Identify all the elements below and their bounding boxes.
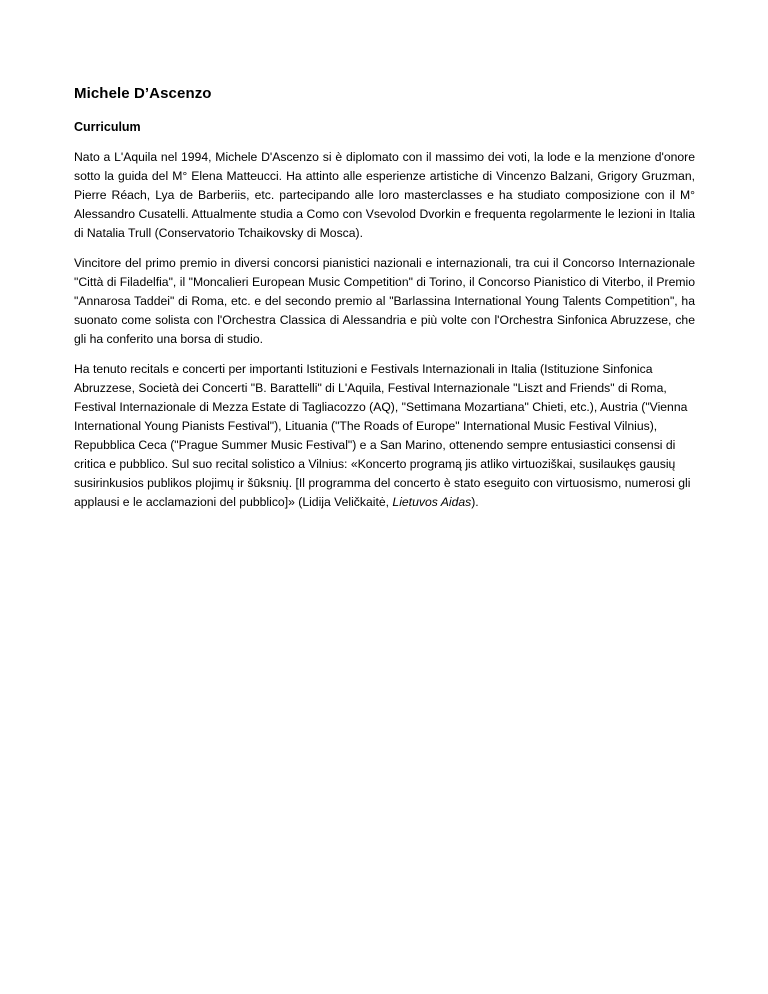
document-body	[74, 84, 695, 512]
newspaper-source: Lietuvos Aidas	[392, 495, 472, 509]
document-subtitle: Curriculum	[74, 120, 141, 134]
paragraph-concerts	[74, 360, 695, 512]
paragraph-concerts-closing: ).	[471, 495, 479, 509]
paragraph-awards: Vincitore del primo premio in diversi concorsi pianistici nazionali e internazionali, tra cui il Concorso Internazionale "Città di Filadelfia", il "Moncalieri European Music Competition" di Torino, il Concorso Pianistico di Viterbo, il Premio "Annarosa Taddei" di Roma, etc. e del secondo premio al "Barlassina International Young Talents Competition", ha suonato come solista con l'Orchestra Classica di Alessandria e più volte con l'Orchestra Sinfonica Abruzzese, che gli ha conferito una borsa di studio.	[74, 256, 695, 346]
paragraph-concerts-text: Ha tenuto recitals e concerti per importanti Istituzioni e Festivals Internazionali in Italia (Istituzione Sinfonica Abruzzese, Società dei Concerti "B. Barattelli" di L'Aquila, Festival Internazionale "Liszt and Friends" di Roma, Festival Internazionale di Mezza Estate di Tagliacozzo (AQ), "Settimana Mozartiana" Chieti, etc.), Austria ("Vienna International Young Pianists Festival"), Lituania ("The Roads of Europe" International Music Festival Vilnius), Repubblica Ceca ("Prague Summer Music Festival") e a San Marino, ottenendo sempre entusiastici consensi di critica e pubblico. Sul suo recital solistico a Vilnius: «Koncerto programą jis atliko virtuoziškai, susilaukęs gausių susirinkusios publikos plojimų ir šūksnių. [Il programma del concerto è stato eseguito con virtuosismo, numerosi gli applausi e le acclamazioni del pubblico]» (Lidija Veličkaitė,	[74, 362, 691, 509]
paragraph-education: Nato a L'Aquila nel 1994, Michele D'Ascenzo si è diplomato con il massimo dei voti, la lode e la menzione d'onore sotto la guida del M° Elena Matteucci. Ha attinto alle esperienze artistiche di Vincenzo Balzani, Grigory Gruzman, Pierre Réach, Lya de Barberiis, etc. partecipando alle loro masterclasses e ha studiato composizione con il M° Alessandro Cusatelli. Attualmente studia a Como con Vsevolod Dvorkin e frequenta regolarmente le lezioni in Italia di Natalia Trull (Conservatorio Tchaikovsky di Mosca).	[74, 150, 695, 240]
document-title: Michele D’Ascenzo	[74, 85, 212, 102]
